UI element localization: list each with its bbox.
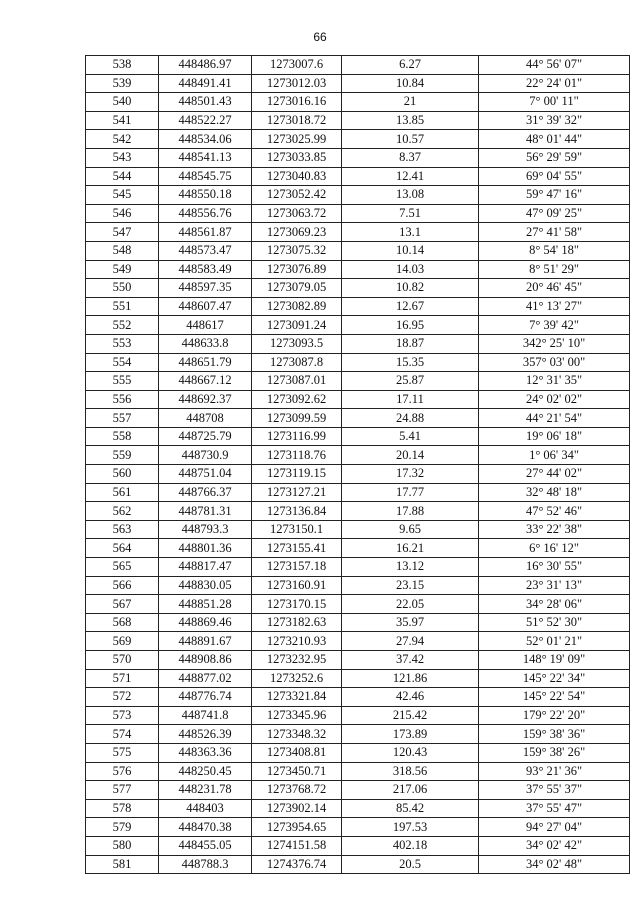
x-coordinate-cell: 448522.27	[159, 111, 252, 130]
x-coordinate-cell: 448556.76	[159, 204, 252, 223]
x-coordinate-cell: 448486.97	[159, 56, 252, 75]
distance-cell: 37.42	[342, 651, 479, 670]
distance-cell: 24.88	[342, 409, 479, 428]
distance-cell: 14.03	[342, 260, 479, 279]
bearing-cell: 24° 02' 02"	[479, 390, 630, 409]
bearing-cell: 16° 30' 55"	[479, 558, 630, 577]
point-number-cell: 550	[86, 279, 159, 298]
bearing-cell: 7° 39' 42"	[479, 316, 630, 335]
y-coordinate-cell: 1273232.95	[252, 651, 342, 670]
y-coordinate-cell: 1273170.15	[252, 595, 342, 614]
bearing-cell: 31° 39' 32"	[479, 111, 630, 130]
y-coordinate-cell: 1273127.21	[252, 483, 342, 502]
bearing-cell: 47° 52' 46"	[479, 502, 630, 521]
x-coordinate-cell: 448250.45	[159, 762, 252, 781]
point-number-cell: 568	[86, 613, 159, 632]
point-number-cell: 552	[86, 316, 159, 335]
bearing-cell: 19° 06' 18"	[479, 427, 630, 446]
table-row	[86, 334, 630, 353]
x-coordinate-cell: 448545.75	[159, 167, 252, 186]
table-row	[86, 725, 630, 744]
distance-cell: 22.05	[342, 595, 479, 614]
point-number-cell: 581	[86, 855, 159, 874]
distance-cell: 318.56	[342, 762, 479, 781]
coordinates-table	[85, 55, 630, 874]
distance-cell: 12.41	[342, 167, 479, 186]
point-number-cell: 579	[86, 818, 159, 837]
bearing-cell: 148° 19' 09"	[479, 651, 630, 670]
bearing-cell: 56° 29' 59"	[479, 148, 630, 167]
table-row	[86, 409, 630, 428]
point-number-cell: 553	[86, 334, 159, 353]
distance-cell: 17.88	[342, 502, 479, 521]
point-number-cell: 578	[86, 799, 159, 818]
point-number-cell: 570	[86, 651, 159, 670]
bearing-cell: 93° 21' 36"	[479, 762, 630, 781]
y-coordinate-cell: 1273136.84	[252, 502, 342, 521]
point-number-cell: 556	[86, 390, 159, 409]
x-coordinate-cell: 448830.05	[159, 576, 252, 595]
point-number-cell: 546	[86, 204, 159, 223]
y-coordinate-cell: 1273016.16	[252, 93, 342, 112]
x-coordinate-cell: 448607.47	[159, 297, 252, 316]
distance-cell: 20.14	[342, 446, 479, 465]
point-number-cell: 572	[86, 688, 159, 707]
point-number-cell: 539	[86, 74, 159, 93]
distance-cell: 23.15	[342, 576, 479, 595]
point-number-cell: 551	[86, 297, 159, 316]
point-number-cell: 562	[86, 502, 159, 521]
x-coordinate-cell: 448363.36	[159, 743, 252, 762]
y-coordinate-cell: 1273087.8	[252, 353, 342, 372]
y-coordinate-cell: 1273063.72	[252, 204, 342, 223]
table-row	[86, 93, 630, 112]
distance-cell: 17.77	[342, 483, 479, 502]
y-coordinate-cell: 1273079.05	[252, 279, 342, 298]
x-coordinate-cell: 448470.38	[159, 818, 252, 837]
y-coordinate-cell: 1273450.71	[252, 762, 342, 781]
point-number-cell: 566	[86, 576, 159, 595]
table-row	[86, 148, 630, 167]
distance-cell: 13.1	[342, 223, 479, 242]
table-row	[86, 688, 630, 707]
distance-cell: 20.5	[342, 855, 479, 874]
y-coordinate-cell: 1273157.18	[252, 558, 342, 577]
table-row	[86, 502, 630, 521]
y-coordinate-cell: 1273076.89	[252, 260, 342, 279]
point-number-cell: 549	[86, 260, 159, 279]
bearing-cell: 179° 22' 20"	[479, 706, 630, 725]
table-row	[86, 56, 630, 75]
distance-cell: 215.42	[342, 706, 479, 725]
distance-cell: 85.42	[342, 799, 479, 818]
y-coordinate-cell: 1273018.72	[252, 111, 342, 130]
y-coordinate-cell: 1273345.96	[252, 706, 342, 725]
point-number-cell: 540	[86, 93, 159, 112]
x-coordinate-cell: 448708	[159, 409, 252, 428]
y-coordinate-cell: 1273768.72	[252, 781, 342, 800]
y-coordinate-cell: 1273007.6	[252, 56, 342, 75]
table-row	[86, 223, 630, 242]
bearing-cell: 37° 55' 37"	[479, 781, 630, 800]
table-row	[86, 446, 630, 465]
table-row	[86, 558, 630, 577]
table-row	[86, 279, 630, 298]
x-coordinate-cell: 448455.05	[159, 836, 252, 855]
bearing-cell: 44° 56' 07"	[479, 56, 630, 75]
table-row	[86, 186, 630, 205]
table-row	[86, 595, 630, 614]
point-number-cell: 554	[86, 353, 159, 372]
table-row	[86, 855, 630, 874]
bearing-cell: 41° 13' 27"	[479, 297, 630, 316]
table-row	[86, 743, 630, 762]
table-row	[86, 260, 630, 279]
y-coordinate-cell: 1273099.59	[252, 409, 342, 428]
table-row	[86, 706, 630, 725]
distance-cell: 10.82	[342, 279, 479, 298]
y-coordinate-cell: 1273348.32	[252, 725, 342, 744]
table-row	[86, 204, 630, 223]
x-coordinate-cell: 448526.39	[159, 725, 252, 744]
point-number-cell: 541	[86, 111, 159, 130]
distance-cell: 402.18	[342, 836, 479, 855]
table-row	[86, 167, 630, 186]
x-coordinate-cell: 448781.31	[159, 502, 252, 521]
x-coordinate-cell: 448801.36	[159, 539, 252, 558]
table-row	[86, 762, 630, 781]
bearing-cell: 27° 44' 02"	[479, 465, 630, 484]
bearing-cell: 52° 01' 21"	[479, 632, 630, 651]
point-number-cell: 571	[86, 669, 159, 688]
table-row	[86, 632, 630, 651]
table-row	[86, 520, 630, 539]
distance-cell: 197.53	[342, 818, 479, 837]
x-coordinate-cell: 448891.67	[159, 632, 252, 651]
point-number-cell: 557	[86, 409, 159, 428]
y-coordinate-cell: 1273119.15	[252, 465, 342, 484]
distance-cell: 121.86	[342, 669, 479, 688]
y-coordinate-cell: 1273082.89	[252, 297, 342, 316]
table-row	[86, 427, 630, 446]
table-row	[86, 483, 630, 502]
x-coordinate-cell: 448617	[159, 316, 252, 335]
x-coordinate-cell: 448908.86	[159, 651, 252, 670]
distance-cell: 35.97	[342, 613, 479, 632]
x-coordinate-cell: 448651.79	[159, 353, 252, 372]
y-coordinate-cell: 1273069.23	[252, 223, 342, 242]
point-number-cell: 576	[86, 762, 159, 781]
x-coordinate-cell: 448776.74	[159, 688, 252, 707]
point-number-cell: 559	[86, 446, 159, 465]
y-coordinate-cell: 1273155.41	[252, 539, 342, 558]
bearing-cell: 1° 06' 34"	[479, 446, 630, 465]
bearing-cell: 145° 22' 34"	[479, 669, 630, 688]
x-coordinate-cell: 448597.35	[159, 279, 252, 298]
table-row	[86, 818, 630, 837]
distance-cell: 17.11	[342, 390, 479, 409]
bearing-cell: 33° 22' 38"	[479, 520, 630, 539]
x-coordinate-cell: 448730.9	[159, 446, 252, 465]
x-coordinate-cell: 448501.43	[159, 93, 252, 112]
x-coordinate-cell: 448633.8	[159, 334, 252, 353]
bearing-cell: 12° 31' 35"	[479, 372, 630, 391]
y-coordinate-cell: 1273033.85	[252, 148, 342, 167]
x-coordinate-cell: 448725.79	[159, 427, 252, 446]
table-row	[86, 74, 630, 93]
y-coordinate-cell: 1273150.1	[252, 520, 342, 539]
point-number-cell: 561	[86, 483, 159, 502]
distance-cell: 18.87	[342, 334, 479, 353]
x-coordinate-cell: 448583.49	[159, 260, 252, 279]
bearing-cell: 159° 38' 36"	[479, 725, 630, 744]
table-row	[86, 372, 630, 391]
point-number-cell: 580	[86, 836, 159, 855]
y-coordinate-cell: 1273092.62	[252, 390, 342, 409]
bearing-cell: 6° 16' 12"	[479, 539, 630, 558]
table-row	[86, 576, 630, 595]
y-coordinate-cell: 1273087.01	[252, 372, 342, 391]
point-number-cell: 565	[86, 558, 159, 577]
table-row	[86, 465, 630, 484]
point-number-cell: 558	[86, 427, 159, 446]
distance-cell: 42.46	[342, 688, 479, 707]
table-row	[86, 390, 630, 409]
y-coordinate-cell: 1273116.99	[252, 427, 342, 446]
y-coordinate-cell: 1273902.14	[252, 799, 342, 818]
distance-cell: 7.51	[342, 204, 479, 223]
bearing-cell: 37° 55' 47"	[479, 799, 630, 818]
bearing-cell: 44° 21' 54"	[479, 409, 630, 428]
x-coordinate-cell: 448667.12	[159, 372, 252, 391]
y-coordinate-cell: 1273093.5	[252, 334, 342, 353]
bearing-cell: 8° 51' 29"	[479, 260, 630, 279]
point-number-cell: 564	[86, 539, 159, 558]
distance-cell: 173.89	[342, 725, 479, 744]
x-coordinate-cell: 448561.87	[159, 223, 252, 242]
bearing-cell: 8° 54' 18"	[479, 241, 630, 260]
distance-cell: 16.21	[342, 539, 479, 558]
distance-cell: 10.57	[342, 130, 479, 149]
x-coordinate-cell: 448793.3	[159, 520, 252, 539]
point-number-cell: 548	[86, 241, 159, 260]
y-coordinate-cell: 1273091.24	[252, 316, 342, 335]
bearing-cell: 357° 03' 00"	[479, 353, 630, 372]
table-body	[86, 56, 630, 874]
point-number-cell: 543	[86, 148, 159, 167]
bearing-cell: 51° 52' 30"	[479, 613, 630, 632]
bearing-cell: 20° 46' 45"	[479, 279, 630, 298]
distance-cell: 8.37	[342, 148, 479, 167]
page-number: 66	[313, 30, 327, 44]
x-coordinate-cell: 448692.37	[159, 390, 252, 409]
bearing-cell: 34° 28' 06"	[479, 595, 630, 614]
point-number-cell: 542	[86, 130, 159, 149]
point-number-cell: 544	[86, 167, 159, 186]
table-row	[86, 241, 630, 260]
bearing-cell: 47° 09' 25"	[479, 204, 630, 223]
distance-cell: 13.85	[342, 111, 479, 130]
x-coordinate-cell: 448817.47	[159, 558, 252, 577]
bearing-cell: 27° 41' 58"	[479, 223, 630, 242]
point-number-cell: 577	[86, 781, 159, 800]
x-coordinate-cell: 448851.28	[159, 595, 252, 614]
distance-cell: 12.67	[342, 297, 479, 316]
table-row	[86, 111, 630, 130]
y-coordinate-cell: 1273182.63	[252, 613, 342, 632]
bearing-cell: 94° 27' 04"	[479, 818, 630, 837]
bearing-cell: 342° 25' 10"	[479, 334, 630, 353]
distance-cell: 9.65	[342, 520, 479, 539]
x-coordinate-cell: 448788.3	[159, 855, 252, 874]
point-number-cell: 575	[86, 743, 159, 762]
point-number-cell: 555	[86, 372, 159, 391]
distance-cell: 16.95	[342, 316, 479, 335]
x-coordinate-cell: 448541.13	[159, 148, 252, 167]
bearing-cell: 32° 48' 18"	[479, 483, 630, 502]
point-number-cell: 538	[86, 56, 159, 75]
table-row	[86, 651, 630, 670]
distance-cell: 10.14	[342, 241, 479, 260]
x-coordinate-cell: 448491.41	[159, 74, 252, 93]
bearing-cell: 159° 38' 26"	[479, 743, 630, 762]
y-coordinate-cell: 1273052.42	[252, 186, 342, 205]
distance-cell: 25.87	[342, 372, 479, 391]
distance-cell: 15.35	[342, 353, 479, 372]
point-number-cell: 573	[86, 706, 159, 725]
bearing-cell: 59° 47' 16"	[479, 186, 630, 205]
table-row	[86, 669, 630, 688]
x-coordinate-cell: 448573.47	[159, 241, 252, 260]
point-number-cell: 547	[86, 223, 159, 242]
table-row	[86, 539, 630, 558]
bearing-cell: 48° 01' 44"	[479, 130, 630, 149]
distance-cell: 217.06	[342, 781, 479, 800]
point-number-cell: 574	[86, 725, 159, 744]
table-row	[86, 130, 630, 149]
y-coordinate-cell: 1273252.6	[252, 669, 342, 688]
distance-cell: 120.43	[342, 743, 479, 762]
bearing-cell: 34° 02' 42"	[479, 836, 630, 855]
y-coordinate-cell: 1273025.99	[252, 130, 342, 149]
bearing-cell: 7° 00' 11"	[479, 93, 630, 112]
bearing-cell: 34° 02' 48"	[479, 855, 630, 874]
distance-cell: 21	[342, 93, 479, 112]
table-row	[86, 613, 630, 632]
bearing-cell: 145° 22' 54"	[479, 688, 630, 707]
table-row	[86, 799, 630, 818]
point-number-cell: 569	[86, 632, 159, 651]
x-coordinate-cell: 448869.46	[159, 613, 252, 632]
distance-cell: 13.08	[342, 186, 479, 205]
distance-cell: 10.84	[342, 74, 479, 93]
y-coordinate-cell: 1273321.84	[252, 688, 342, 707]
y-coordinate-cell: 1273210.93	[252, 632, 342, 651]
y-coordinate-cell: 1274151.58	[252, 836, 342, 855]
table-row	[86, 297, 630, 316]
point-number-cell: 563	[86, 520, 159, 539]
x-coordinate-cell: 448534.06	[159, 130, 252, 149]
table-row	[86, 316, 630, 335]
x-coordinate-cell: 448877.02	[159, 669, 252, 688]
distance-cell: 5.41	[342, 427, 479, 446]
y-coordinate-cell: 1273012.03	[252, 74, 342, 93]
y-coordinate-cell: 1273040.83	[252, 167, 342, 186]
y-coordinate-cell: 1273160.91	[252, 576, 342, 595]
point-number-cell: 567	[86, 595, 159, 614]
y-coordinate-cell: 1273075.32	[252, 241, 342, 260]
point-number-cell: 560	[86, 465, 159, 484]
table-row	[86, 781, 630, 800]
table-row	[86, 353, 630, 372]
x-coordinate-cell: 448550.18	[159, 186, 252, 205]
x-coordinate-cell: 448751.04	[159, 465, 252, 484]
point-number-cell: 545	[86, 186, 159, 205]
distance-cell: 6.27	[342, 56, 479, 75]
bearing-cell: 23° 31' 13"	[479, 576, 630, 595]
table-row	[86, 836, 630, 855]
y-coordinate-cell: 1273118.76	[252, 446, 342, 465]
x-coordinate-cell: 448231.78	[159, 781, 252, 800]
distance-cell: 13.12	[342, 558, 479, 577]
distance-cell: 17.32	[342, 465, 479, 484]
x-coordinate-cell: 448766.37	[159, 483, 252, 502]
bearing-cell: 69° 04' 55"	[479, 167, 630, 186]
x-coordinate-cell: 448403	[159, 799, 252, 818]
y-coordinate-cell: 1274376.74	[252, 855, 342, 874]
x-coordinate-cell: 448741.8	[159, 706, 252, 725]
y-coordinate-cell: 1273954.65	[252, 818, 342, 837]
distance-cell: 27.94	[342, 632, 479, 651]
y-coordinate-cell: 1273408.81	[252, 743, 342, 762]
bearing-cell: 22° 24' 01"	[479, 74, 630, 93]
